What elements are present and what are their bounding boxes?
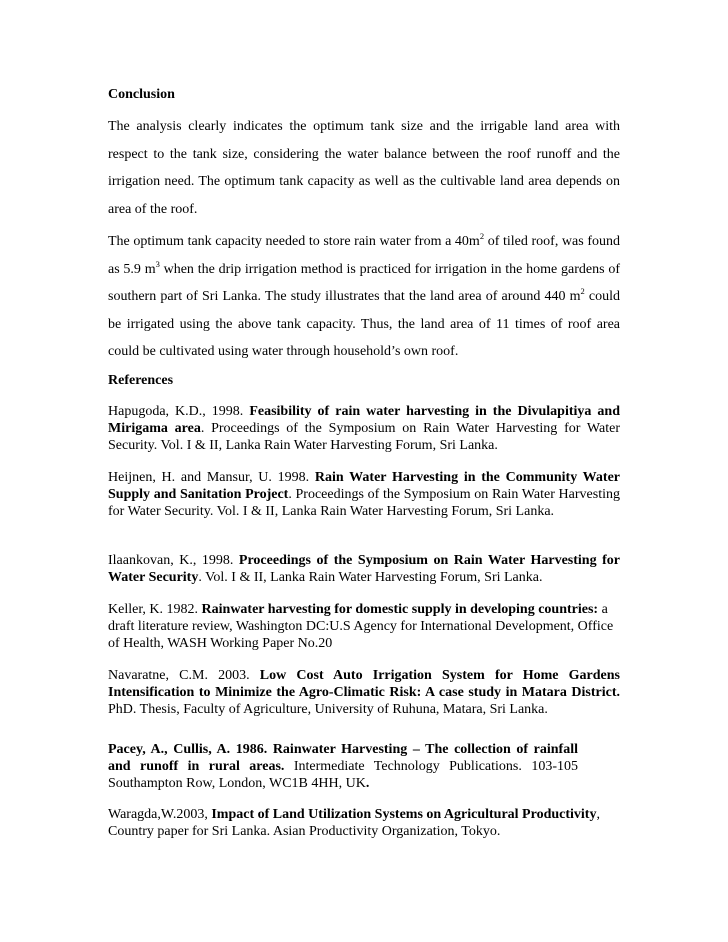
reference-title: Proceedings of the Symposium on Rain Water Harvesting for Water Security	[108, 553, 620, 586]
reference-title: Impact of Land Utilization Systems on Agricultural Productivity	[211, 807, 597, 822]
reference-item	[108, 667, 620, 719]
conclusion-paragraph-2-text-4: could be irrigated using the above tank capacity. Thus, the land area of 11 times of roof area could be cultivated using water through household’s own roof.	[108, 289, 620, 359]
reference-item	[108, 741, 578, 793]
reference-item	[108, 552, 620, 586]
reference-item	[108, 806, 620, 840]
conclusion-paragraph-2	[108, 228, 620, 366]
reference-source: . Proceedings of the Symposium on Rain Water Harvesting for Water Security. Vol. I & II, Lanka Rain Water Harvesting Forum, Sri Lanka.	[108, 421, 620, 454]
reference-title: Pacey, A., Cullis, A. 1986. Rainwater Harvesting – The collection of rainfall and runoff in rural areas.	[108, 742, 578, 775]
reference-end-period: .	[365, 776, 370, 792]
conclusion-paragraph-2-text-2: of tiled roof, was found as 5.9 m	[108, 234, 620, 277]
reference-source: PhD. Thesis, Faculty of Agriculture, University of Ruhuna, Matara, Sri Lanka.	[108, 702, 548, 718]
reference-authors: Waragda,W.2003,	[108, 807, 212, 822]
reference-source: . Vol. I & II, Lanka Rain Water Harvesting Forum, Sri Lanka.	[198, 570, 543, 586]
reference-authors: Heijnen, H. and Mansur, U. 1998.	[108, 470, 315, 485]
reference-source: , Country paper for Sri Lanka. Asian Productivity Organization, Tokyo.	[108, 807, 600, 840]
conclusion-paragraph-2-text-3: when the drip irrigation method is practiced for irrigation in the home gardens of southern part of Sri Lanka. The study illustrates that the land area of around 440 m	[108, 261, 620, 304]
conclusion-paragraph-2-text-1: The optimum tank capacity needed to store rain water from a 40m	[108, 234, 480, 249]
reference-authors: Hapugoda, K.D., 1998.	[108, 404, 250, 419]
superscript-cubed: 3	[155, 258, 160, 269]
reference-title: Low Cost Auto Irrigation System for Home Gardens Intensification to Minimize the Agro-Climatic Risk: A case study in Matara District.	[108, 668, 620, 701]
reference-item	[108, 469, 620, 521]
superscript-squared: 2	[479, 231, 485, 241]
reference-source: Intermediate Technology Publications. 103-105 Southampton Row, London, WC1B 4HH, UK	[108, 759, 578, 792]
reference-authors: Navaratne, C.M. 2003.	[108, 668, 260, 683]
reference-item	[108, 601, 620, 653]
reference-source: . Proceedings of the Symposium on Rain Water Harvesting for Water Security. Vol. I & II, Lanka Rain Water Harvesting Forum, Sri Lanka.	[108, 487, 620, 520]
reference-authors: Ilaankovan, K., 1998.	[108, 553, 239, 568]
reference-title: Rain Water Harvesting in the Community Water Supply and Sanitation Project	[108, 470, 620, 503]
superscript-squared-2: 2	[580, 286, 585, 296]
reference-title: Rainwater harvesting for domestic supply in developing countries:	[201, 602, 599, 617]
reference-item	[108, 403, 620, 455]
reference-authors: Keller, K. 1982.	[108, 602, 202, 617]
reference-title: Feasibility of rain water harvesting in the Divulapitiya and Mirigama area	[108, 404, 620, 437]
reference-source: a draft literature review, Washington DC:U.S Agency for International Development, Office of Health, WASH Working Paper No.20	[108, 602, 614, 652]
conclusion-paragraph-1: The analysis clearly indicates the optimum tank size and the irrigable land area with respect to the tank size, considering the water balance between the roof runoff and the irrigation need. The optimum tank capacity as well as the cultivable land area depends on area of the roof.	[108, 119, 620, 217]
references-heading: References	[108, 373, 174, 388]
conclusion-heading: Conclusion	[108, 87, 175, 102]
